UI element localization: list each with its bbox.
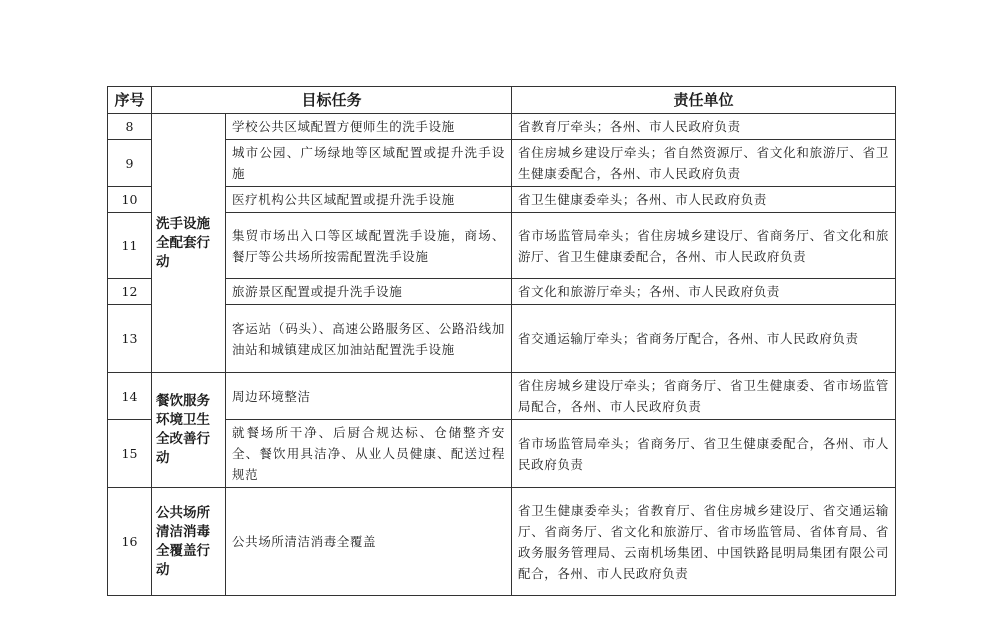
row-number: 14 [108,373,152,420]
header-no: 序号 [108,87,152,114]
task-cell: 学校公共区域配置方便师生的洗手设施 [226,114,512,140]
task-cell: 就餐场所干净、后厨合规达标、仓储整齐安全、餐饮用具洁净、从业人员健康、配送过程规范 [226,420,512,488]
table-row [108,420,896,488]
row-number: 10 [108,187,152,213]
table-row [108,187,896,213]
category-cell: 餐饮服务环境卫生全改善行动 [152,373,226,488]
category-cell: 洗手设施全配套行动 [152,114,226,373]
task-cell: 城市公园、广场绿地等区域配置或提升洗手设施 [226,140,512,187]
task-cell: 周边环境整洁 [226,373,512,420]
row-number: 9 [108,140,152,187]
row-number: 8 [108,114,152,140]
table-row [108,114,896,140]
table-row [108,213,896,279]
responsible-cell: 省文化和旅游厅牵头；各州、市人民政府负责 [512,279,896,305]
task-cell: 公共场所清洁消毒全覆盖 [226,488,512,596]
table-row [108,279,896,305]
responsible-cell: 省住房城乡建设厅牵头；省自然资源厅、省文化和旅游厅、省卫生健康委配合，各州、市人民政府负责 [512,140,896,187]
task-cell: 客运站（码头）、高速公路服务区、公路沿线加油站和城镇建成区加油站配置洗手设施 [226,305,512,373]
responsible-cell: 省市场监管局牵头；省住房城乡建设厅、省商务厅、省文化和旅游厅、省卫生健康委配合，各州、市人民政府负责 [512,213,896,279]
table-row [108,373,896,420]
task-cell: 集贸市场出入口等区域配置洗手设施，商场、餐厅等公共场所按需配置洗手设施 [226,213,512,279]
category-cell: 公共场所清洁消毒全覆盖行动 [152,488,226,596]
row-number: 16 [108,488,152,596]
document-page [107,86,895,596]
header-task: 目标任务 [152,87,512,114]
responsible-cell: 省教育厅牵头；各州、市人民政府负责 [512,114,896,140]
responsible-cell: 省卫生健康委牵头；省教育厅、省住房城乡建设厅、省交通运输厅、省商务厅、省文化和旅游厅、省市场监管局、省体育局、省政务服务管理局、云南机场集团、中国铁路昆明局集团有限公司配合，各州、市人民政府负责 [512,488,896,596]
header-resp: 责任单位 [512,87,896,114]
task-cell: 旅游景区配置或提升洗手设施 [226,279,512,305]
table-row [108,488,896,596]
responsible-cell: 省住房城乡建设厅牵头；省商务厅、省卫生健康委、省市场监管局配合，各州、市人民政府负责 [512,373,896,420]
row-number: 13 [108,305,152,373]
responsible-cell: 省交通运输厅牵头；省商务厅配合，各州、市人民政府负责 [512,305,896,373]
row-number: 12 [108,279,152,305]
table-row [108,305,896,373]
table-header-row [108,87,896,114]
task-cell: 医疗机构公共区域配置或提升洗手设施 [226,187,512,213]
table-row [108,140,896,187]
row-number: 15 [108,420,152,488]
task-table [107,86,896,596]
responsible-cell: 省市场监管局牵头；省商务厅、省卫生健康委配合，各州、市人民政府负责 [512,420,896,488]
responsible-cell: 省卫生健康委牵头；各州、市人民政府负责 [512,187,896,213]
row-number: 11 [108,213,152,279]
